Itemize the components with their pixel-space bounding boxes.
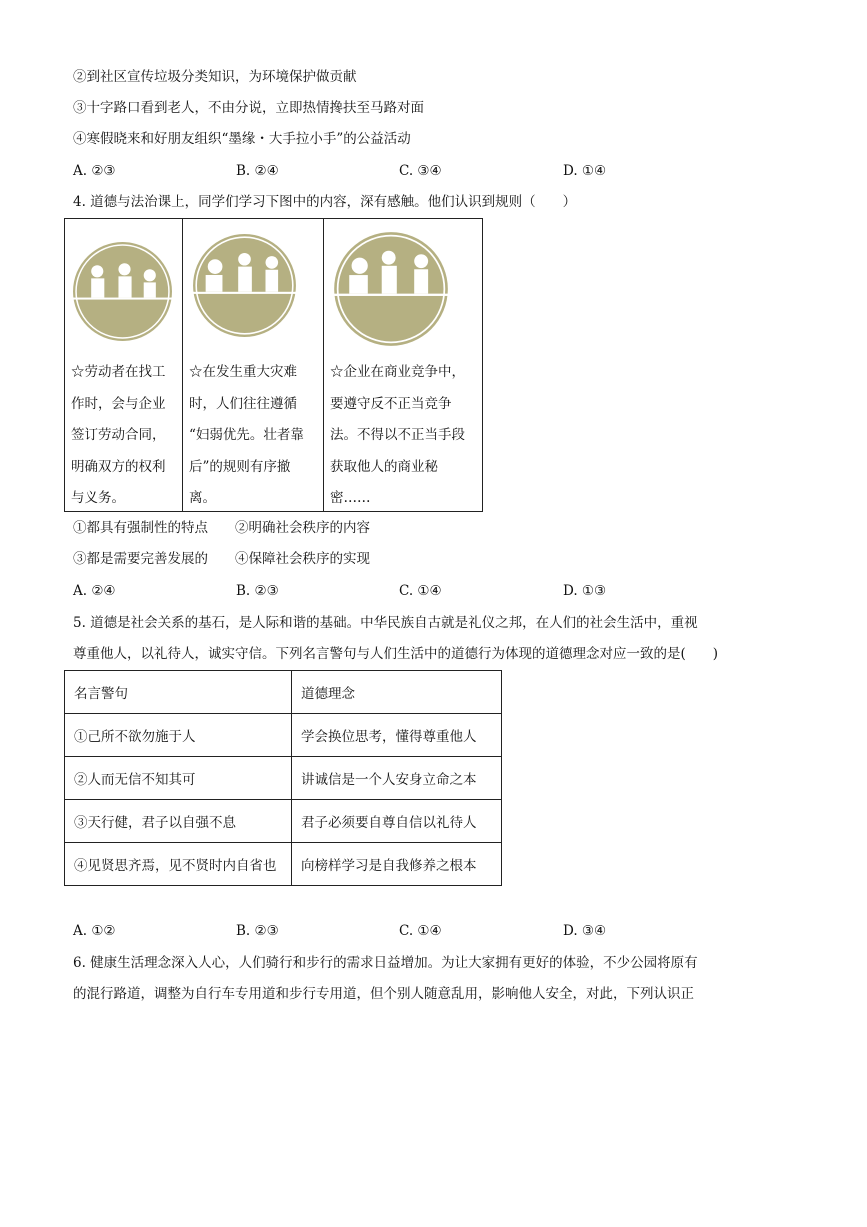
table-header-row [65,671,502,714]
q3-options [73,161,773,181]
table-row [65,757,502,800]
table-cell: 讲诚信是一个人安身立命之本 [292,757,502,800]
q6-stem-line-1: 6. 健康生活理念深入人心，人们骑行和步行的需求日益增加。为让大家拥有更好的体验，不少公园将原有 [73,955,698,971]
option-d[interactable]: D. ①④ [563,163,607,179]
option-d[interactable]: D. ③④ [563,923,607,939]
option-c[interactable]: C. ①④ [399,583,442,599]
table-cell: 向榜样学习是自我修养之根本 [292,843,502,886]
q5-options [73,921,773,941]
q5-stem-line-1: 5. 道德是社会关系的基石，是人际和谐的基础。中华民族自古就是礼仪之邦，在人们的社会生活中，重视 [73,615,698,631]
q4-picture-table [64,218,483,512]
q3-item-2: ②到社区宣传垃圾分类知识，为环境保护做贡献 [73,69,357,85]
table-header-cell: 道德理念 [292,671,502,714]
option-c[interactable]: C. ③④ [399,163,442,179]
q4-statements-row-2: ③都是需要完善发展的 ④保障社会秩序的实现 [73,551,370,567]
people-circle-icon [72,241,173,342]
option-b[interactable]: B. ②④ [236,163,279,179]
q4-caption-1: ☆劳动者在找工 作时，会与企业 签订劳动合同， 明确双方的权利 与义务。 [71,364,166,506]
table-cell: ②人而无信不知其可 [65,757,292,800]
q4-panel-1 [65,219,182,511]
table-cell: ①己所不欲勿施于人 [65,714,292,757]
table-cell: 君子必须要自尊自信以礼待人 [292,800,502,843]
q5-stem-line-2: 尊重他人，以礼待人，诚实守信。下列名言警句与人们生活中的道德行为体现的道德理念对应一致的是( ) [73,646,719,662]
table-cell: ③天行健，君子以自强不息 [65,800,292,843]
table-row [65,714,502,757]
q6-stem-line-2: 的混行路道，调整为自行车专用道和步行专用道，但个别人随意乱用，影响他人安全，对此，下列认识正 [73,986,694,1002]
table-row [65,843,502,886]
option-a[interactable]: A. ①② [73,923,116,939]
q5-quotes-table [64,670,502,886]
q3-item-4: ④寒假晓来和好朋友组织“墨缘・大手拉小手”的公益活动 [73,131,411,147]
option-b[interactable]: B. ②③ [236,923,279,939]
q4-panel-3 [323,219,482,511]
q4-panel-2 [182,219,323,511]
option-c[interactable]: C. ①④ [399,923,442,939]
table-cell: 学会换位思考，懂得尊重他人 [292,714,502,757]
table-cell: ④见贤思齐焉，见不贤时内自省也 [65,843,292,886]
q4-options [73,581,773,601]
table-header-cell: 名言警句 [65,671,292,714]
q4-stem: 4. 道德与法治课上，同学们学习下图中的内容，深有感触。他们认识到规则（ ） [73,194,577,210]
option-a[interactable]: A. ②③ [73,163,116,179]
q4-caption-3: ☆企业在商业竞争中， 要遵守反不正当竞争 法。不得以不正当手段 获取他人的商业秘 密…… [330,364,465,506]
option-a[interactable]: A. ②④ [73,583,116,599]
option-d[interactable]: D. ①③ [563,583,607,599]
q4-caption-2: ☆在发生重大灾难 时，人们往往遵循 “妇弱优先。壮者靠 后”的规则有序撤 离。 [189,364,304,506]
people-circle-icon [333,231,449,347]
q3-item-3: ③十字路口看到老人，不由分说，立即热情搀扶至马路对面 [73,100,424,116]
q4-statements-row-1: ①都具有强制性的特点 ②明确社会秩序的内容 [73,520,370,536]
people-circle-icon [192,233,297,338]
table-row [65,800,502,843]
option-b[interactable]: B. ②③ [236,583,279,599]
